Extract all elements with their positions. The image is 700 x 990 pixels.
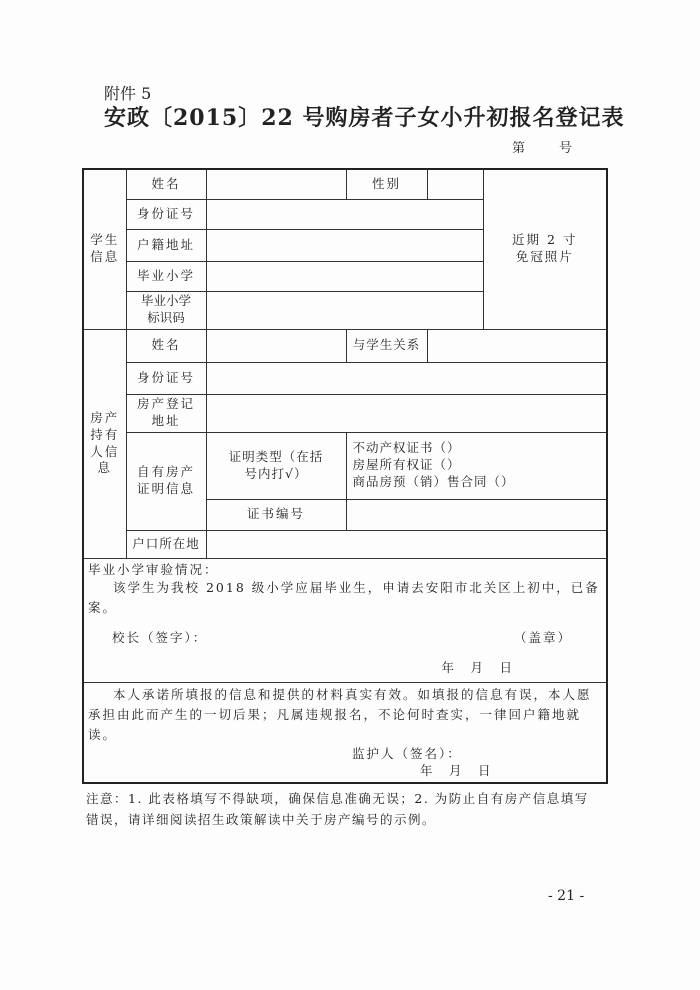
cert-no-field[interactable] [346, 499, 607, 530]
school-review-section [83, 558, 607, 682]
school-code-label: 毕业小学标识码 [126, 291, 206, 329]
hukou-location-label: 户口所在地 [126, 530, 206, 558]
gender-field[interactable] [427, 169, 483, 199]
student-section-label: 学生信息 [83, 169, 126, 329]
owner-name-label: 姓名 [126, 329, 206, 362]
school-label: 毕业小学 [126, 261, 206, 291]
form-number [512, 140, 606, 158]
number-suffix: 号 [559, 141, 573, 156]
option-presale-contract[interactable]: 商品房预（销）售合同（） [352, 473, 515, 489]
student-id-label: 身份证号 [126, 199, 206, 229]
option-house-ownership-cert[interactable]: 房屋所有权证（） [352, 457, 461, 473]
hukou-location-field[interactable] [206, 530, 607, 558]
relation-label: 与学生关系 [346, 329, 427, 362]
guardian-signature[interactable]: 监护人（签名）： [352, 745, 462, 761]
form-body [82, 168, 606, 831]
student-name-label: 姓名 [126, 169, 206, 199]
form-title: 安政〔2015〕22 号购房者子女小升初报名登记表 [104, 105, 625, 131]
hukou-address-label: 户籍地址 [126, 229, 206, 261]
seal-label: （盖章） [513, 630, 572, 645]
owner-name-field[interactable] [206, 329, 346, 362]
commitment-section [83, 682, 607, 783]
hukou-address-field[interactable] [206, 229, 483, 261]
registration-table [82, 168, 608, 784]
attachment-label: 附件 5 [104, 84, 152, 103]
number-prefix: 第 [512, 141, 526, 156]
school-review-heading: 毕业小学审验情况： [88, 561, 219, 577]
school-code-field[interactable] [206, 291, 483, 329]
photo-box: 近期 2 寸免冠照片 [483, 169, 607, 329]
property-address-label: 房产登记地址 [126, 394, 206, 432]
owner-id-label: 身份证号 [126, 362, 206, 394]
option-real-estate-cert[interactable]: 不动产权证书（） [352, 440, 461, 456]
school-field[interactable] [206, 261, 483, 291]
school-review-text: 该学生为我校 2018 级小学应届毕业生，申请去安阳市北关区上初中，已备案。 [88, 580, 600, 615]
owner-section-label: 房产持有人信息 [83, 329, 126, 558]
own-property-label: 自有房产证明信息 [126, 432, 206, 530]
owner-id-field[interactable] [206, 362, 607, 394]
cert-no-label: 证书编号 [206, 499, 346, 530]
review-date[interactable]: 年 月 日 [441, 660, 514, 675]
commitment-text: 本人承诺所填报的信息和提供的材料真实有效。如填报的信息有误，本人愿承担由此而产生的一切后果；凡属违规报名，不论何时查实，一律回户籍地就读。 [88, 686, 592, 742]
form-note: 注意：1. 此表格填写不得缺项，确保信息准确无误；2. 为防止自有房产信息填写错误，请详细阅读招生政策解读中关于房产编号的示例。 [86, 790, 589, 828]
student-name-field[interactable] [206, 169, 346, 199]
proof-type-options [346, 432, 607, 499]
student-id-field[interactable] [206, 199, 483, 229]
commitment-date[interactable]: 年 月 日 [420, 763, 493, 779]
principal-signature[interactable]: 校长（签字）： [112, 630, 208, 645]
relation-field[interactable] [427, 329, 607, 362]
proof-type-label: 证明类型（在括号内打√） [206, 432, 346, 499]
gender-label: 性别 [346, 169, 427, 199]
property-address-field[interactable] [206, 394, 607, 432]
page-number: - 21 - [548, 888, 585, 904]
